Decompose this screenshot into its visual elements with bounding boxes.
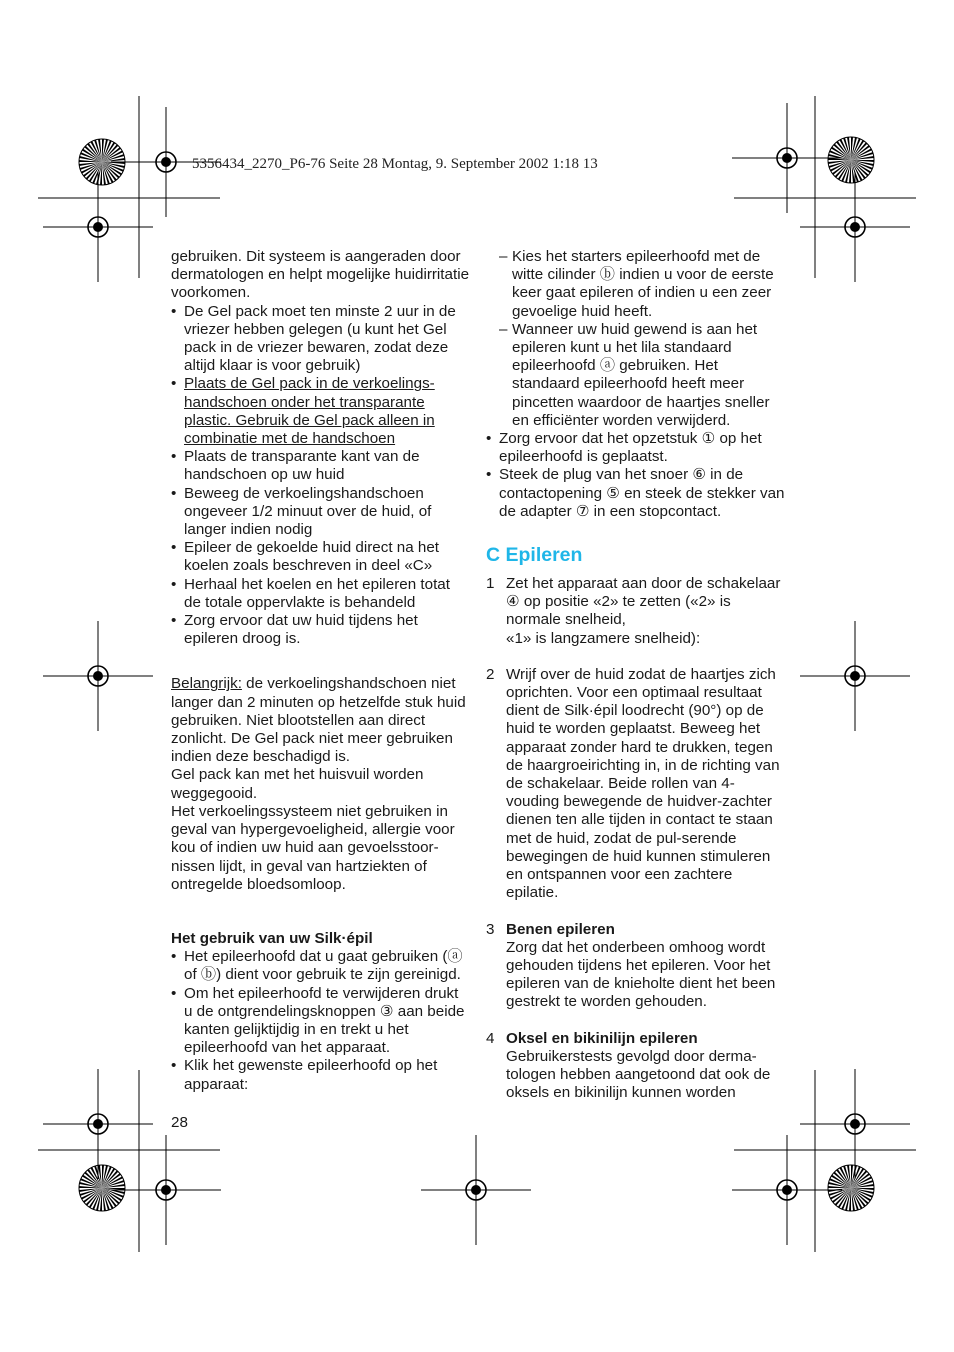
warning-paragraph: Het verkoelingssysteem niet gebruiken in geval van hypergevoeligheid, allergie voor kou of indien uw huid aan gevoelsstoor-nissen lijdt, in geval van hartziekten of ontregelde bloedsomloop. — [171, 802, 455, 893]
list-item: • Herhaal het koelen en het epileren totat de totale oppervlakte is behandeld — [171, 575, 450, 611]
crosshair-mark — [732, 1135, 842, 1245]
page-number: 28 — [171, 1114, 188, 1131]
list-item: • De Gel pack moet ten minste 2 uur in de vriezer hebben gelegen (u kunt het Gel pack in de vriezer bewaren, zodat deze altijd klaar is voor gebruik) — [171, 302, 456, 375]
dash-item: – Kies het starters epileerhoofd met de witte cilinder ⓑ indien u voor de eerste keer gaat epileren of indien u een zeer gevoelige huid heeft. — [499, 248, 774, 320]
step-item: 3 Benen epileren Zorg dat het onderbeen omhoog wordt gehouden tijdens het epileren. Voor het epileren van de knieholte dient het been gestrekt te worden gehouden. — [486, 920, 776, 1011]
step-item: 2 Wrijf over de huid zodat de haartjes zich oprichten. Voor een optimaal resultaat dient de Silk·épil loodrecht (90°) op de huid te worden geplaatst. Beweeg het apparaat zonder hard te drukken, tegen de haargroeirichting in, in de richting van de schakelaar. Beide rollen van 4-vouding bewegende de huidver-zachter dienen ten alle tijden in contact te staan met de huid, zodat de pul-serende bewegingen de huid kunnen stimuleren en ontspannen voor een zachtere epilatie. — [486, 665, 780, 902]
crosshair-mark — [800, 172, 910, 282]
crosshair-mark — [421, 1135, 531, 1245]
list-item: • Klik het gewenste epileerhoofd op het apparaat: — [171, 1057, 438, 1093]
important-notice: Belangrijk: de verkoelingshandschoen niet langer dan 2 minuten op hetzelfde stuk huid gebruiken. Niet blootstellen aan direct zonlicht. De Gel pack niet meer gebruiken indien deze beschadigd is. — [171, 675, 466, 766]
step-item: 4 Oksel en bikinilijn epileren Gebruikerstests gevolgd door derma-tologen hebben aangetoond dat ook de oksels en bikinilijn kunnen worden — [486, 1029, 771, 1102]
crosshair-mark — [43, 172, 153, 282]
usage-heading: Het gebruik van uw Silk·épil — [171, 929, 373, 947]
left-column — [171, 248, 471, 1094]
crosshair-mark — [800, 1069, 910, 1179]
crosshair-mark — [43, 1069, 153, 1179]
starburst-mark-bottom-right — [828, 1165, 874, 1211]
crosshair-mark — [800, 621, 910, 731]
list-item-underlined: • Plaats de Gel pack in de verkoelings-handschoen onder het transparante plastic. Gebruik de Gel pack alleen in combinatie met de handschoen — [171, 375, 435, 448]
list-item: • Beweeg de verkoelingshandschoen ongeveer 1/2 minuut over de huid, of langer indien nodig — [171, 484, 432, 539]
starburst-mark-bottom-left — [79, 1165, 125, 1211]
disposal-paragraph: Gel pack kan met het huisvuil worden weggegooid. — [171, 766, 424, 802]
starburst-mark-top-right — [828, 137, 874, 183]
crosshair-mark — [111, 1135, 221, 1245]
right-column — [486, 248, 786, 1102]
list-item: • Zorg ervoor dat het opzetstuk ① op het epileerhoofd is geplaatst. — [486, 430, 762, 466]
list-item: • Steek de plug van het snoer ⑥ in de contactopening ⑤ en steek de stekker van de adapter ⑦ in een stopcontact. — [486, 466, 785, 520]
crosshair-mark — [732, 103, 842, 213]
important-label: Belangrijk: — [171, 675, 242, 693]
list-item: • Zorg ervoor dat uw huid tijdens het epileren droog is. — [171, 612, 418, 648]
intro-paragraph: gebruiken. Dit systeem is aangeraden door dermatologen en helpt mogelijke huidirritatie voorkomen. — [171, 248, 470, 302]
list-item: • Het epileerhoofd dat u gaat gebruiken (ⓐ of ⓑ) dient voor gebruik te zijn gereinigd. — [171, 948, 463, 984]
step-item: 1 Zet het apparaat aan door de schakelaar ④ op positie «2» te zetten («2» is normale snelheid, «1» is langzamere snelheid): — [486, 575, 781, 647]
dash-item: – Wanneer uw huid gewend is aan het epileren kunt u het lila standaard epileerhoofd ⓐ gebruiken. Het standaard epileerhoofd heeft meer pincetten waardoor de haartjes sneller en efficiënter worden verwijderd. — [499, 320, 770, 429]
section-heading: C Epileren — [486, 544, 583, 567]
list-item: • Epileer de gekoelde huid direct na het koelen zoals beschreven in deel «C» — [171, 539, 439, 575]
list-item: • Om het epileerhoofd te verwijderen drukt u de ontgrendelingsknoppen ③ aan beide kanten gelijktijdig in en trekt u het epileerhoofd van het apparaat. — [171, 984, 465, 1057]
crosshair-mark — [43, 621, 153, 731]
print-header-line: 5356434_2270_P6-76 Seite 28 Montag, 9. September 2002 1:18 13 — [192, 156, 598, 172]
list-item: • Plaats de transparante kant van de handschoen op uw huid — [171, 448, 420, 484]
